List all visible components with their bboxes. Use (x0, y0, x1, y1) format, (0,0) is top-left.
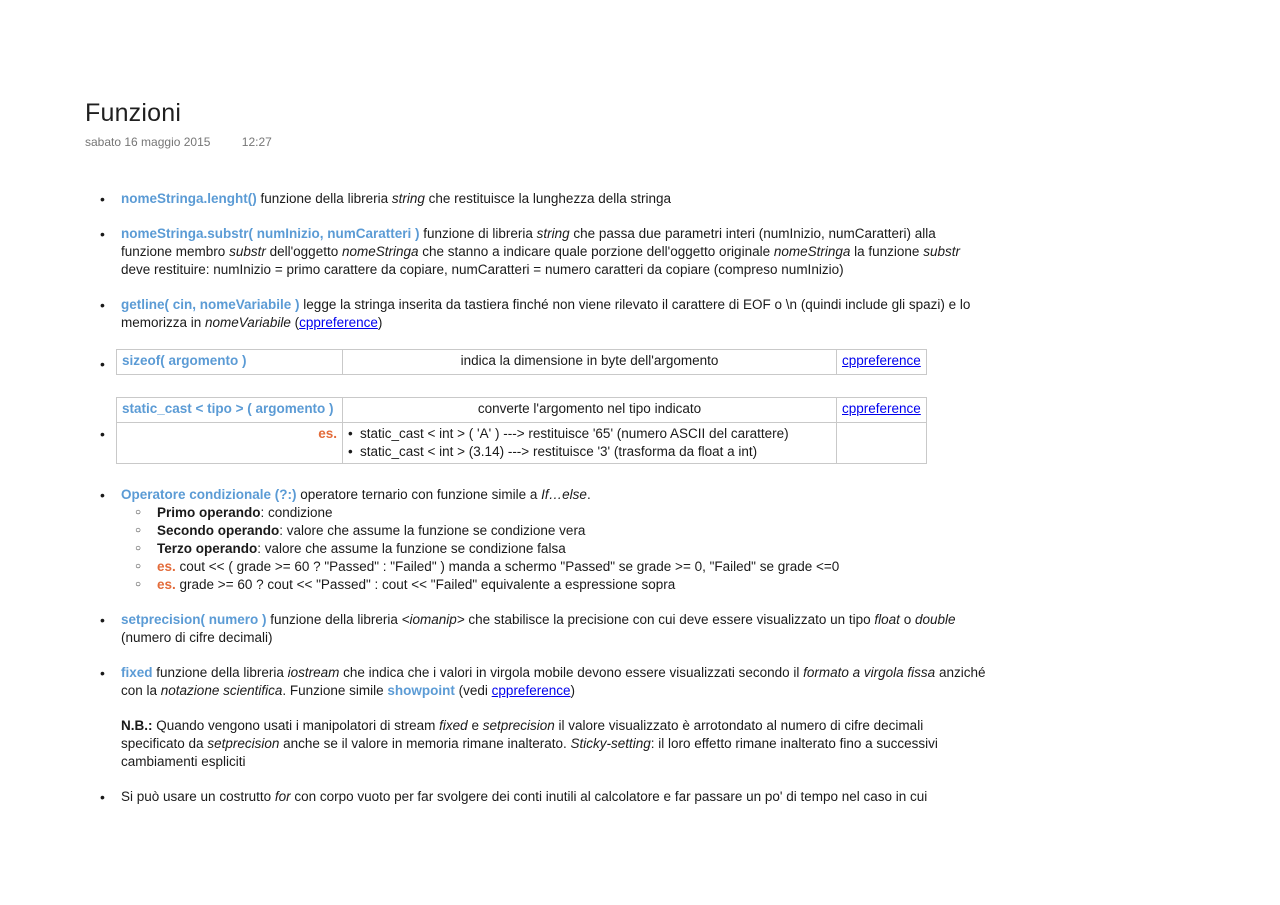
text: (numero di cifre decimali) (121, 630, 273, 645)
text: anche se il valore in memoria rimane inalterato. (279, 736, 571, 751)
table-row (117, 350, 927, 375)
table-cell (117, 398, 343, 423)
list-item (135, 540, 990, 558)
example-label: es. (157, 559, 176, 574)
bullet: • (100, 356, 105, 372)
list-item: • static_cast < int > ( 'A' ) ---> restituisce '65' (numero ASCII del carattere) (348, 425, 831, 443)
keyword-sizeof: sizeof( argomento ) (122, 353, 247, 368)
text: cout << ( grade >= 60 ? "Passed" : "Failed" ) manda a schermo "Passed" se grade >= 0, "Failed" se grade <=0 (175, 559, 840, 574)
table-row (117, 423, 927, 464)
ternary-sublist (121, 504, 990, 594)
text: che stabilisce la precisione con cui deve essere visualizzato un tipo (464, 612, 875, 627)
italic-text: string (391, 191, 425, 206)
text: . (586, 487, 591, 502)
item-ternary (100, 486, 990, 594)
italic-text: nomeStringa (773, 244, 851, 259)
bold-text: N.B.: (121, 718, 153, 733)
sizeof-table (116, 349, 927, 375)
text: e (467, 718, 483, 733)
bold-text: Primo operando (157, 505, 261, 520)
item-for (100, 788, 990, 806)
text: : valore che assume la funzione se condizione falsa (257, 541, 566, 556)
bold-text: Terzo operando (157, 541, 258, 556)
table-cell (343, 350, 837, 375)
keyword-ternary: Operatore condizionale (?:) (121, 487, 297, 502)
table-row (117, 398, 927, 423)
italic-text: iostream (287, 665, 340, 680)
italic-text: formato a virgola fissa (803, 665, 936, 680)
keyword-substr: nomeStringa.substr( numInizio, numCaratteri ) (121, 226, 420, 241)
item-sizeof (100, 349, 990, 375)
italic-text: If…else (541, 487, 587, 502)
cppreference-link[interactable]: cppreference (842, 401, 921, 416)
item-getline (100, 296, 990, 332)
text: che passa due parametri interi (numInizio, numCaratteri) alla funzione membro (121, 226, 936, 259)
italic-text: double (914, 612, 956, 627)
text: grade >= 60 ? cout << "Passed" : cout << "Failed" equivalente a espressione sopra (175, 577, 676, 592)
italic-text: substr (923, 244, 960, 259)
keyword-getline: getline( cin, nomeVariabile ) (121, 297, 300, 312)
text: ) (377, 315, 383, 330)
text: funzione della libreria (256, 191, 392, 206)
item-fixed (100, 664, 990, 700)
cppreference-link[interactable]: cppreference (491, 683, 571, 698)
table-cell (343, 423, 837, 464)
table-cell (837, 398, 927, 423)
table-cell (837, 350, 927, 375)
italic-text: string (536, 226, 570, 241)
list-item (135, 504, 990, 522)
italic-text: substr (229, 244, 266, 259)
table-cell (117, 350, 343, 375)
text: la funzione (850, 244, 924, 259)
text: deve restituire: numInizio = primo carattere da copiare, numCaratteri = numero caratteri da copiare (compreso numInizio) (121, 262, 844, 277)
page-meta (85, 135, 272, 149)
sizeof-desc: indica la dimensione in byte dell'argomento (460, 353, 719, 368)
keyword-setprecision: setprecision( numero ) (121, 612, 267, 627)
list-item: • static_cast < int > (3.14) ---> restituisce '3' (trasforma da float a int) (348, 443, 831, 461)
text: . Funzione simile (282, 683, 388, 698)
static-cast-desc: converte l'argomento nel tipo indicato (477, 401, 702, 416)
item-length (100, 190, 990, 208)
text: ( (290, 315, 300, 330)
main-list-3 (100, 788, 990, 806)
page-time: 12:27 (241, 135, 272, 149)
text: : condizione (260, 505, 333, 520)
text: o (899, 612, 915, 627)
nota-bene (100, 717, 990, 771)
item-substr (100, 225, 990, 279)
table-cell (343, 398, 837, 423)
text: Quando vengono usati i manipolatori di stream (152, 718, 440, 733)
example-list (348, 425, 831, 461)
example-label: es. (318, 426, 337, 441)
bullet: • (100, 426, 105, 442)
text: con corpo vuoto per far svolgere dei conti inutili al calcolatore e far passare un po' di tempo nel caso in cui (290, 789, 928, 804)
example-label: es. (157, 577, 176, 592)
text: funzione della libreria (266, 612, 402, 627)
italic-text: nomeStringa (341, 244, 419, 259)
text: : il loro effetto rimane inalterato fino a successivi cambiamenti espliciti (121, 736, 938, 769)
static-cast-table (116, 397, 927, 464)
italic-text: setprecision (207, 736, 280, 751)
italic-text: nomeVariabile (205, 315, 291, 330)
italic-text: for (274, 789, 291, 804)
page-date: sabato 16 maggio 2015 (85, 135, 211, 149)
text: dell'oggetto (265, 244, 342, 259)
text: ) (570, 683, 575, 698)
cppreference-link[interactable]: cppreference (842, 353, 921, 368)
text: funzione della libreria (152, 665, 288, 680)
list-item (135, 558, 990, 576)
list-item (135, 576, 990, 594)
keyword-fixed: fixed (121, 665, 153, 680)
italic-text: setprecision (482, 718, 555, 733)
text: operatore ternario con funzione simile a (296, 487, 542, 502)
italic-text: float (874, 612, 900, 627)
bold-text: Secondo operando (157, 523, 280, 538)
text: : valore che assume la funzione se condizione vera (279, 523, 586, 538)
keyword-static-cast: static_cast < tipo > ( argomento ) (122, 401, 334, 416)
keyword-showpoint: showpoint (387, 683, 455, 698)
text: il valore visualizzato è arrotondato al numero di cifre decimali specificato da (121, 718, 924, 751)
note-content (100, 190, 990, 823)
italic-text: fixed (439, 718, 468, 733)
table-cell (837, 423, 927, 464)
table-cell (117, 423, 343, 464)
cppreference-link[interactable]: cppreference (299, 315, 378, 330)
text: funzione di libreria (419, 226, 537, 241)
item-setprecision (100, 611, 990, 647)
list-item (135, 522, 990, 540)
page-title: Funzioni (85, 99, 182, 127)
text: che stanno a indicare quale porzione dell'oggetto originale (418, 244, 774, 259)
text: Si può usare un costrutto (121, 789, 275, 804)
keyword-length: nomeStringa.lenght() (121, 191, 257, 206)
italic-text: Sticky-setting (570, 736, 651, 751)
text: che restituisce la lunghezza della stringa (424, 191, 671, 206)
main-list (100, 190, 990, 332)
italic-text: <iomanip> (401, 612, 465, 627)
text: (vedi (454, 683, 492, 698)
main-list-2 (100, 486, 990, 700)
italic-text: notazione scientifica (160, 683, 283, 698)
text: legge la stringa inserita da tastiera finché non viene rilevato il carattere di EOF o \n (quindi include gli spazi) e lo memorizza in (121, 297, 971, 330)
text: che indica che i valori in virgola mobile devono essere visualizzati secondo il (339, 665, 804, 680)
text: anziché con la (121, 665, 986, 698)
item-static-cast (100, 397, 990, 464)
